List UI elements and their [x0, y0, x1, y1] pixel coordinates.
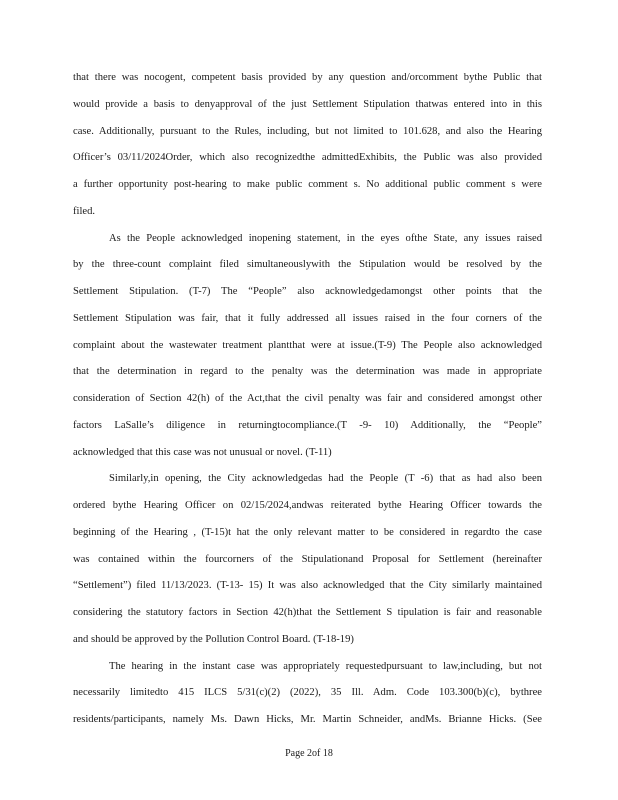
- text-line: Officer’s 03/11/2024Order, which also recognizedthe admittedExhibits, the Public was also provided: [73, 152, 542, 164]
- text-line: Settlement Stipulation. (T-7) The “People” also acknowledgedamongst other points that the: [73, 286, 542, 297]
- text-line: beginning of the Hearing , (T-15)t hat the only relevant matter to be considered in regardto the case: [73, 526, 542, 538]
- text-line: factors LaSalle’s diligence in returningtocompliance.(T -9- 10) Additionally, the “People”: [73, 419, 542, 431]
- text-line: considering the statutory factors in Section 42(h)that the Settlement S tipulation is fair and reasonable: [73, 607, 542, 618]
- page-number: Page 2of 18: [285, 748, 333, 759]
- text-line: filed.: [73, 205, 96, 217]
- text-line: by the three-count complaint filed simultaneouslywith the Stipulation would be resolved by the: [73, 259, 542, 271]
- text-line: would provide a basis to denyapproval of the just Settlement Stipulation thatwas entered into in this: [73, 98, 542, 110]
- text-line: consideration of Section 42(h) of the Act,that the civil penalty was fair and considered amongst other: [73, 393, 542, 404]
- text-line: a further opportunity post-hearing to make public comment s. No additional public comment s were: [73, 179, 542, 190]
- text-line: was contained within the fourcorners of the Stipulationand Proposal for Settlement (hereinafter: [73, 553, 542, 565]
- text-line: residents/participants, namely Ms. Dawn Hicks, Mr. Martin Schneider, andMs. Brianne Hicks. (See: [73, 714, 542, 725]
- text-line: complaint about the wastewater treatment plantthat were at issue.(T-9) The People also acknowledged: [73, 339, 542, 351]
- document-body: [73, 68, 542, 737]
- text-line: ordered bythe Hearing Officer on 02/15/2024,andwas reiterated bythe Hearing Officer towards the: [73, 500, 542, 511]
- text-line: As the People acknowledged inopening statement, in the eyes ofthe State, any issues raised: [109, 232, 542, 244]
- text-line: that the determination in regard to the penalty was the determination was made in appropriate: [73, 366, 542, 378]
- text-line: Settlement Stipulation was fair, that it fully addressed all issues raised in the four corners of the: [73, 312, 542, 324]
- text-line: acknowledged that this case was not unusual or novel. (T-11): [73, 446, 332, 458]
- text-line: “Settlement”) filed 11/13/2023. (T-13- 15) It was also acknowledged that the City similarly maintained: [73, 580, 542, 592]
- text-line: and should be approved by the Pollution Control Board. (T-18-19): [73, 633, 354, 645]
- text-line: The hearing in the instant case was appropriately requestedpursuant to law,including, but not: [109, 660, 542, 672]
- text-line: that there was nocogent, competent basis provided by any question and/orcomment bythe Public that: [73, 72, 542, 83]
- text-line: Similarly,in opening, the City acknowledgedas had the People (T -6) that as had also been: [109, 473, 542, 485]
- text-line: case. Additionally, pursuant to the Rules, including, but not limited to 101.628, and also the Hearing: [73, 125, 542, 137]
- text-line: necessarily limitedto 415 ILCS 5/31(c)(2) (2022), 35 Ill. Adm. Code 103.300(b)(c), bythree: [73, 687, 542, 699]
